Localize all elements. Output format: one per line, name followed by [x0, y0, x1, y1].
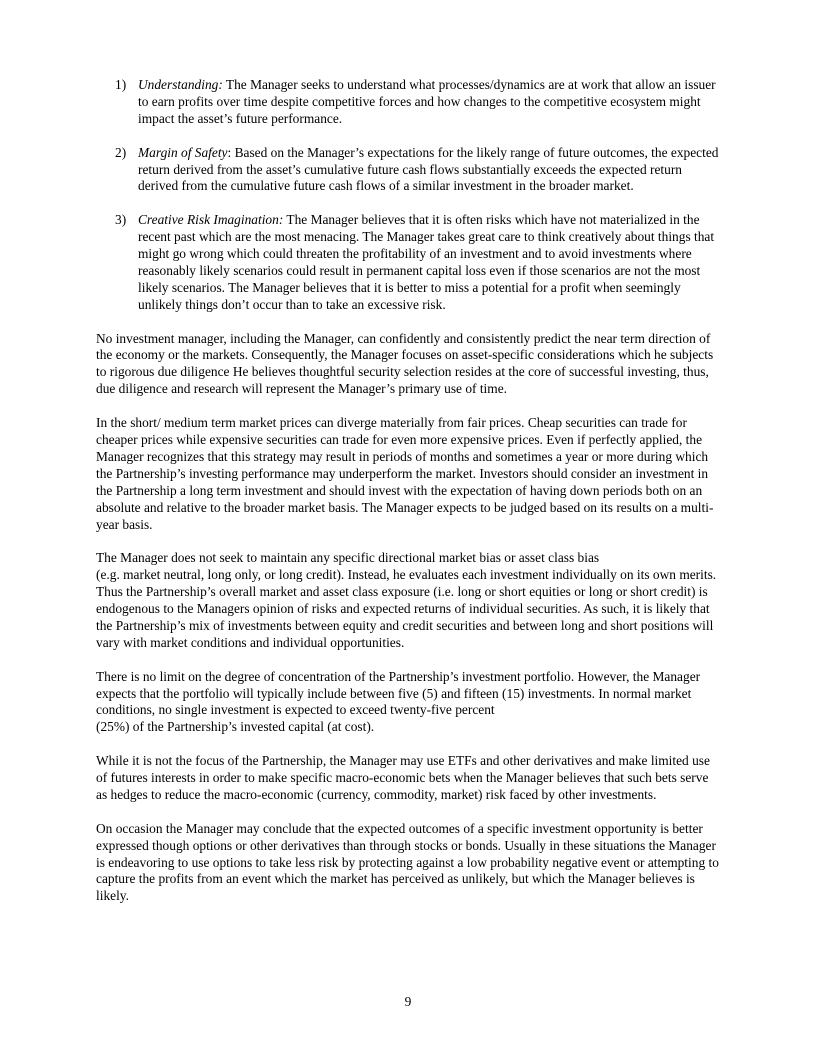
paragraph-market-bias-rest: (e.g. market neutral, long only, or long credit). Instead, he evaluates each investment individually on its own merits. Thus the Partnership’s overall market and asset class exposure (i.e. long or short equities or long or short credit) is endogenous to the Managers opinion of risks and expected returns of individual securities. As such, it is likely that the Partnership’s mix of investments between equity and credit securities and between long and short positions will vary with market conditions and individual opportunities. [96, 567, 717, 650]
list-item-text: : Based on the Manager’s expectations for the likely range of future outcomes, the expected return derived from the asset’s cumulative future cash flows substantially exceeds the expected return derived from the cumulative future cash flows of a similar investment in the broader market. [138, 144, 719, 194]
list-item [96, 77, 722, 128]
paragraph-derivatives: While it is not the focus of the Partnership, the Manager may use ETFs and other derivatives and make limited use of futures interests in order to make specific macro-economic bets when the Manager believes that such bets serve as hedges to reduce the macro-economic (currency, commodity, market) risk faced by other investments. [96, 753, 710, 802]
list-item-number: 2) [115, 144, 127, 160]
list-item-term: Creative Risk Imagination: [138, 212, 284, 228]
list-item-term: Understanding: [138, 77, 223, 92]
list-item [96, 145, 722, 196]
paragraph-market-bias [96, 550, 722, 651]
paragraph-concentration-end: (25%) of the Partnership’s invested capital (at cost). [96, 719, 375, 735]
paragraph-concentration-main: There is no limit on the degree of concentration of the Partnership’s investment portfolio. However, the Manager expects that the portfolio will typically include between five (5) and fifteen (15) investments. In normal market conditions, no single investment is expected to exceed twenty-five percent [96, 668, 701, 718]
list-item-text: The Manager believes that it is often risks which have not materialized in the recent past which are the most menacing. The Manager takes great care to think creatively about things that might go wrong which could threaten the profitability of an investment and to avoid investments where reasonably likely scenarios could result in permanent capital loss even if those scenarios are not the most likely scenarios. The Manager believes that it is better to miss a potential for a profit when seemingly unlikely things don’t occur than to take an excessive risk. [138, 212, 715, 312]
paragraph-market-prices: In the short/ medium term market prices can diverge materially from fair prices. Cheap securities can trade for cheaper prices while expensive securities can trade for even more expensive prices. Even if perfectly applied, the Manager recognizes that this strategy may result in periods of months and sometimes a year or more during which the Partnership’s investing performance may underperform the market. Investors should consider an investment in the Partnership a long term investment and should invest with the expectation of having down periods both on an absolute and relative to the broader market basis. The Manager expects to be judged based on its results on a multi-year basis. [96, 415, 714, 532]
list-item [96, 212, 722, 313]
investment-criteria-list [96, 77, 722, 314]
list-item-term: Margin of Safety [138, 144, 228, 160]
page-number: 9 [404, 994, 412, 1009]
paragraph-concentration [96, 669, 722, 737]
paragraph-options: On occasion the Manager may conclude that the expected outcomes of a specific investment opportunity is better expressed though options or other derivatives than through stocks or bonds. Usually in these situations the Manager is endeavoring to use options to take less risk by protecting against a low probability negative event or attempting to capture the profits from an event which the market has perceived as unlikely, but which the Manager believes is likely. [96, 820, 719, 904]
document-page [96, 77, 722, 922]
paragraph-market-bias-line1: The Manager does not seek to maintain any specific directional market bias or asset class bias [96, 550, 600, 566]
list-item-text: The Manager seeks to understand what processes/dynamics are at work that allow an issuer to earn profits over time despite competitive forces and how changes to the competitive ecosystem might impact the asset’s future performance. [138, 77, 716, 126]
paragraph-prediction: No investment manager, including the Manager, can confidently and consistently predict the near term direction of the economy or the markets. Consequently, the Manager focuses on asset-specific considerations which he subjects to rigorous due diligence He believes thoughtful security selection resides at the core of successful investing, thus, due diligence and research will represent the Manager’s primary use of time. [96, 330, 714, 397]
list-item-number: 1) [115, 77, 127, 92]
list-item-number: 3) [115, 212, 127, 228]
